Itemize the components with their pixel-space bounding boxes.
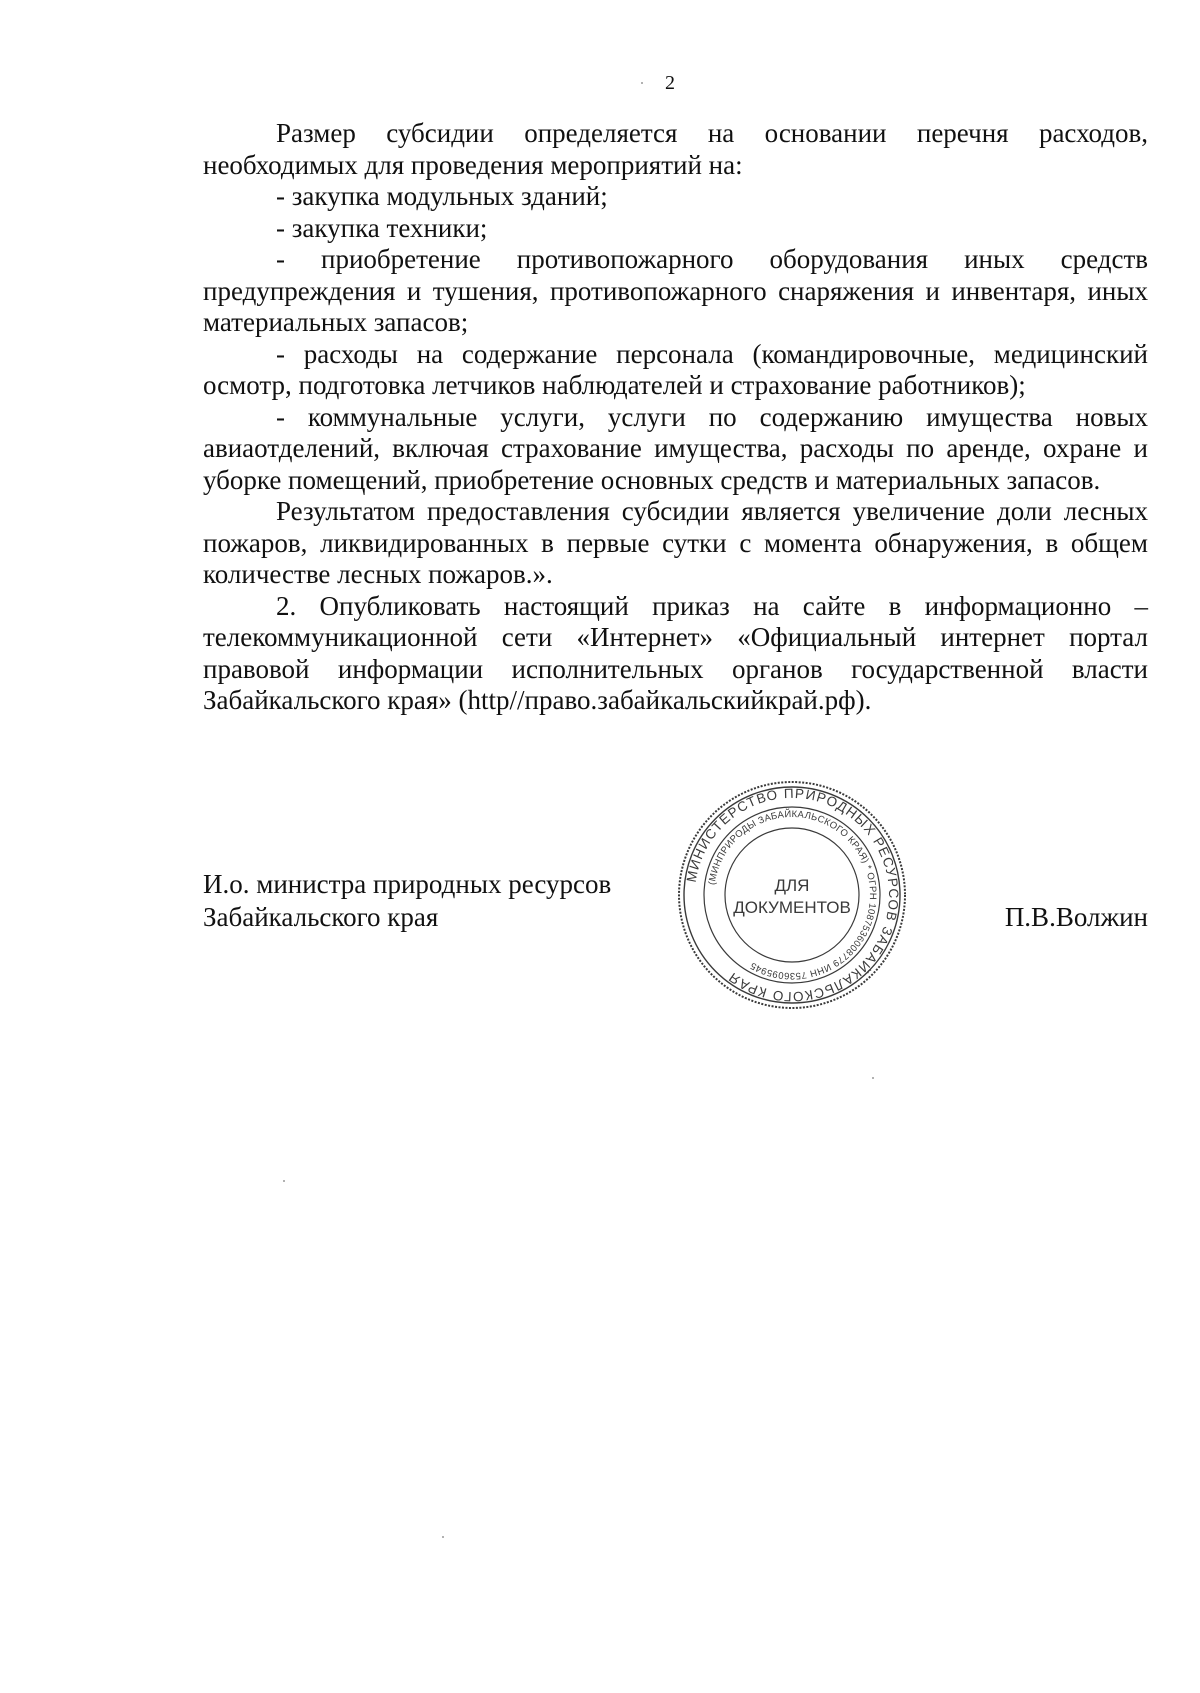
signer-title: [203, 868, 611, 934]
seal-inner-ring: [725, 828, 859, 962]
seal-inner-text: (МИНПРИРОДЫ ЗАБАЙКАЛЬСКОГО КРАЯ) * ОГРН 1087536008779 ИНН 7536095945: [706, 808, 879, 982]
list-item-equipment: - закупка техники;: [276, 212, 488, 243]
seal-center-line2: ДОКУМЕНТОВ: [733, 898, 851, 917]
list-item-modular-buildings: - закупка модульных зданий;: [276, 181, 608, 211]
seal-outer-text: МИНИСТЕРСТВО ПРИРОДНЫХ РЕСУРСОВ ЗАБАЙКАЛЬСКОГО КРАЯ: [683, 785, 902, 1005]
paragraph-subsidy-result: Результатом предоставления субсидии является увеличение доли лесных пожаров, ликвидированных в первые сутки с момента обнаружения, в общем количестве лесных пожаров.».: [203, 496, 1148, 589]
page-number: 2: [665, 72, 675, 94]
paragraph-publication: 2. Опубликовать настоящий приказ на сайте в информационно – телекоммуникационной сети «Интернет» «Официальный интернет портал правовой информации исполнительных органов государственной власти Забайкальского края» (http//право.забайкальскийкрай.рф).: [203, 590, 1148, 715]
list-item-utilities: - коммунальные услуги, услуги по содержанию имущества новых авиаотделений, включая страхование имущества, расходы по аренде, охране и уборке помещений, приобретение основных средств и материальных запасов.: [203, 401, 1148, 495]
list-item-staff-expenses: - расходы на содержание персонала (командировочные, медицинский осмотр, подготовка летчиков наблюдателей и страхование работников);: [203, 338, 1148, 400]
signer-title-line2: Забайкальского края: [203, 902, 439, 932]
seal-center-line1: ДЛЯ: [774, 876, 810, 895]
signer-name: П.В.Волжин: [1004, 902, 1148, 932]
document-body: [203, 118, 1148, 717]
signer-title-line1: И.о. министра природных ресурсов: [203, 869, 612, 899]
scan-speck: [442, 1536, 444, 1538]
seal-middle-ring: [704, 807, 880, 983]
scan-speck: [641, 82, 643, 84]
paragraph-subsidy-size: Размер субсидии определяется на основании перечня расходов, необходимых для проведения мероприятий на:: [203, 118, 1148, 180]
scan-speck: [872, 1077, 874, 1079]
list-item-fire-equipment: - приобретение противопожарного оборудования иных средств предупреждения и тушения, противопожарного снаряжения и инвентаря, иных материальных запасов;: [203, 244, 1148, 337]
seal-graphic: [672, 775, 912, 1015]
official-seal: [672, 775, 912, 1015]
scan-speck: [283, 1180, 285, 1182]
